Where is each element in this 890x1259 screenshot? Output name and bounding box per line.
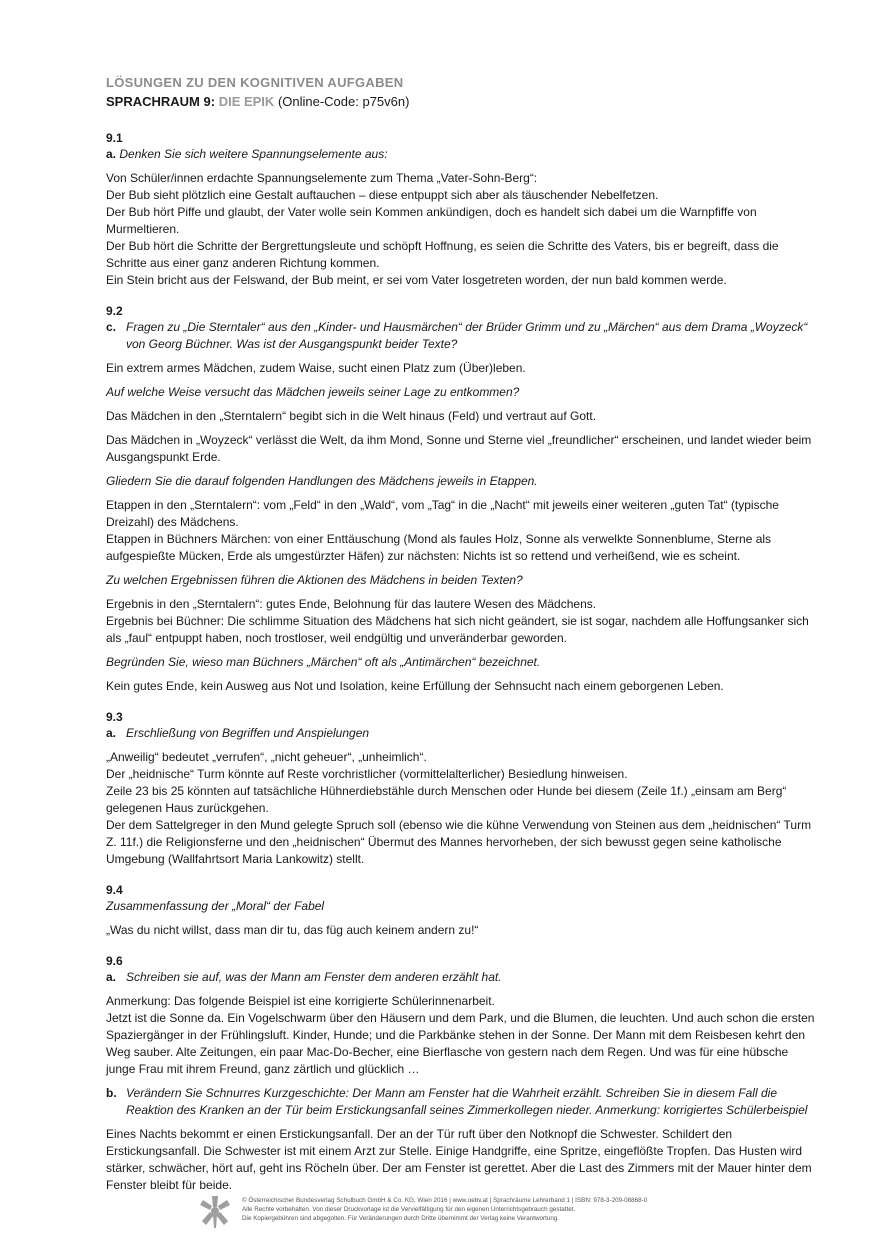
section-9-6-task-b: b. Verändern Sie Schnurres Kurzgeschichte: Der Mann am Fenster hat die Wahrheit erzählt. Schreiben Sie in diesem Fall die Reaktion des Kranken an der Tür beim Erstickungsanfall seines Zimmerkollegen nieder. Anmerkung: korrigiertes Schülerbeispiel: [106, 1086, 808, 1117]
section-9-3-line: Der „heidnische“ Turm könnte auf Reste vorchristlicher (vormittelalterlicher) Besiedlung hinweisen.: [106, 767, 628, 781]
section-9-6-note: Anmerkung: Das folgende Beispiel ist eine korrigierte Schülerinnenarbeit.: [106, 994, 495, 1008]
section-9-2-number: 9.2: [106, 304, 123, 318]
answer: Ergebnis in den „Sterntalern“: gutes Ende, Belohnung für das lautere Wesen des Mädchens.: [106, 597, 597, 611]
page-footer: [200, 1196, 647, 1228]
answer: Ergebnis bei Büchner: Die schlimme Situation des Mädchens hat sich nicht geändert, sie ist sogar, nachdem alle Hoffungsanker sich als „faul“ entpuppt haben, noch trostloser, weil endgültig und unveränderbar geworden.: [106, 614, 809, 645]
section-9-1-task-a: a. Denken Sie sich weitere Spannungselemente aus:: [106, 147, 388, 161]
page-title: LÖSUNGEN ZU DEN KOGNITIVEN AUFGABEN: [106, 75, 404, 90]
section-9-3-line: Der dem Sattelgreger in den Mund gelegte Spruch soll (ebenso wie die kühne Verwendung von Steinen aus dem „heidnischen“ Turm Z. 11f.) die Religionsferne und den „heidnischen“ Übermut des Mannes hervorheben, der sich bewusst gegen seine katholische Umgebung (Wallfahrtsort Maria Lankowitz) stellt.: [106, 818, 812, 866]
section-9-2-task-c: c. Fragen zu „Die Sterntaler“ aus den „Kinder- und Hausmärchen“ der Brüder Grimm und zu „Märchen“ aus dem Drama „Woyzeck“ von Georg Büchner. Was ist der Ausgangspunkt beider Texte?: [106, 320, 808, 351]
section-9-3-task-a: a. Erschließung von Begriffen und Anspielungen: [106, 726, 370, 740]
chapter-heading: [106, 93, 820, 110]
section-9-3-line: Zeile 23 bis 25 könnten auf tatsächliche Hühnerdiebstähle durch Menschen oder Hunde bei diesem (Zeile 1f.) „einsam am Berg“ gelegenen Haus zurückgehen.: [106, 784, 787, 815]
question: Auf welche Weise versucht das Mädchen jeweils seiner Lage zu entkommen?: [106, 385, 520, 399]
section-9-6-number: 9.6: [106, 954, 123, 968]
section-9-1-line: Der Bub hört die Schritte der Bergrettungsleute und schöpft Hoffnung, es seien die Schritte des Vaters, bis er begreift, dass die Schritte aus einer ganz anderen Richtung kommen.: [106, 239, 779, 270]
section-9-4-task: Zusammenfassung der „Moral“ der Fabel: [106, 899, 325, 913]
answer: Ein extrem armes Mädchen, zudem Waise, sucht einen Platz zum (Über)leben.: [106, 361, 526, 375]
section-9-4-number: 9.4: [106, 883, 123, 897]
section-9-6-example-a: Jetzt ist die Sonne da. Ein Vogelschwarm über den Häusern und dem Park, und die Blumen, die leuchten. Und auch schon die ersten Spaziergänger in der Frühlingsluft. Kinder, Hunde; und die Parkbänke stehen in der Sonne. Der Mann mit dem Reisbesen kehrt den Weg sauber. Alte Zeitungen, ein paar Mac-Do-Becher, eine Bierflasche von gestern nach dem Regen. Und was für eine hübsche junge Frau mit ihrem Freund, ganz zärtlich und glücklich …: [106, 1011, 815, 1076]
section-9-6-task-a: a. Schreiben sie auf, was der Mann am Fenster dem anderen erzählt hat.: [106, 970, 502, 984]
answer: Etappen in den „Sterntalern“: vom „Feld“ in den „Wald“, vom „Tag“ in die „Nacht“ mit jeweils einer weiteren „guten Tat“ (typische Dreizahl) des Mädchens.: [106, 498, 779, 529]
chapter-topic: DIE EPIK: [218, 94, 275, 109]
question: Zu welchen Ergebnissen führen die Aktionen des Mädchens in beiden Texten?: [106, 573, 523, 587]
footer-text: [242, 1196, 647, 1223]
section-9-1-line: Von Schüler/innen erdachte Spannungselemente zum Thema „Vater-Sohn-Berg“:: [106, 171, 538, 185]
question: Begründen Sie, wieso man Büchners „Märchen“ oft als „Antimärchen“ bezeichnet.: [106, 655, 541, 669]
section-9-4-answer: „Was du nicht willst, dass man dir tu, das füg auch keinem andern zu!“: [106, 923, 479, 937]
section-9-1-line: Der Bub sieht plötzlich eine Gestalt auftauchen – diese entpuppt sich aber als täuschender Nebelfetzen.: [106, 188, 659, 202]
section-9-1-number: 9.1: [106, 131, 123, 145]
section-9-3-number: 9.3: [106, 710, 123, 724]
answer: Kein gutes Ende, kein Ausweg aus Not und Isolation, keine Erfüllung der Sehnsucht nach einem geborgenen Leben.: [106, 679, 724, 693]
section-9-6-example-b: Eines Nachts bekommt er einen Erstickungsanfall. Der an der Tür ruft über den Notknopf die Schwester. Schildert den Erstickungsanfall. Die Schwester ist mit einem Arzt zur Stelle. Einige Handgriffe, eine Spritze, eingeflößte Tropfen. Das Husten wird stärker, schwächer, hört auf, geht ins Röcheln über. Der am Fenster ist gerettet. Aber die Last des Zimmers mit der Mauer hinter dem Fenster bleibt für beide.: [106, 1127, 812, 1192]
answer: Etappen in Büchners Märchen: von einer Enttäuschung (Mond als faules Holz, Sonne als verwelkte Sonnenblume, Sterne als aufgespießte Mücken, Erde als umgestürzter Häfen) zur nächsten: Nichts ist so rettend und verheißend, wie es scheint.: [106, 532, 772, 563]
footer-copyright: © Österreichischer Bundesverlag Schulbuch GmbH & Co. KG, Wien 2016 | www.oebv.at | Sprachräume Lehrerband 1 | ISBN: 978-3-209-08868-0: [242, 1197, 648, 1204]
question: Gliedern Sie die darauf folgenden Handlungen des Mädchens jeweils in Etappen.: [106, 474, 538, 488]
online-code: (Online-Code: p75v6n): [277, 94, 410, 109]
publisher-logo-icon: [200, 1196, 230, 1228]
footer-disclaimer: Die Kopiergebühren sind abgegolten. Für Veränderungen durch Dritte übernimmt der Verlag keine Verantwortung.: [242, 1215, 560, 1222]
answer: Das Mädchen in „Woyzeck“ verlässt die Welt, da ihm Mond, Sonne und Sterne viel „freundlicher“ erscheinen, und landet wieder beim Ausgangspunkt Erde.: [106, 433, 812, 464]
section-9-1-line: Der Bub hört Piffe und glaubt, der Vater wolle sein Kommen ankündigen, doch es handelt sich dabei um die Warnpfiffe von Murmeltieren.: [106, 205, 757, 236]
section-9-1-line: Ein Stein bricht aus der Felswand, der Bub meint, er sei vom Vater losgetreten worden, der nun bald kommen werde.: [106, 273, 727, 287]
chapter-label: SPRACHRAUM 9:: [106, 94, 216, 109]
section-9-3-line: „Anweilig“ bedeutet „verrufen“, „nicht geheuer“, „unheimlich“.: [106, 750, 427, 764]
footer-rights: Alle Rechte vorbehalten. Von dieser Druckvorlage ist die Vervielfältigung für den eigenen Unterrichtsgebrauch gestattet.: [242, 1206, 576, 1213]
answer: Das Mädchen in den „Sterntalern“ begibt sich in die Welt hinaus (Feld) und vertraut auf Gott.: [106, 409, 597, 423]
